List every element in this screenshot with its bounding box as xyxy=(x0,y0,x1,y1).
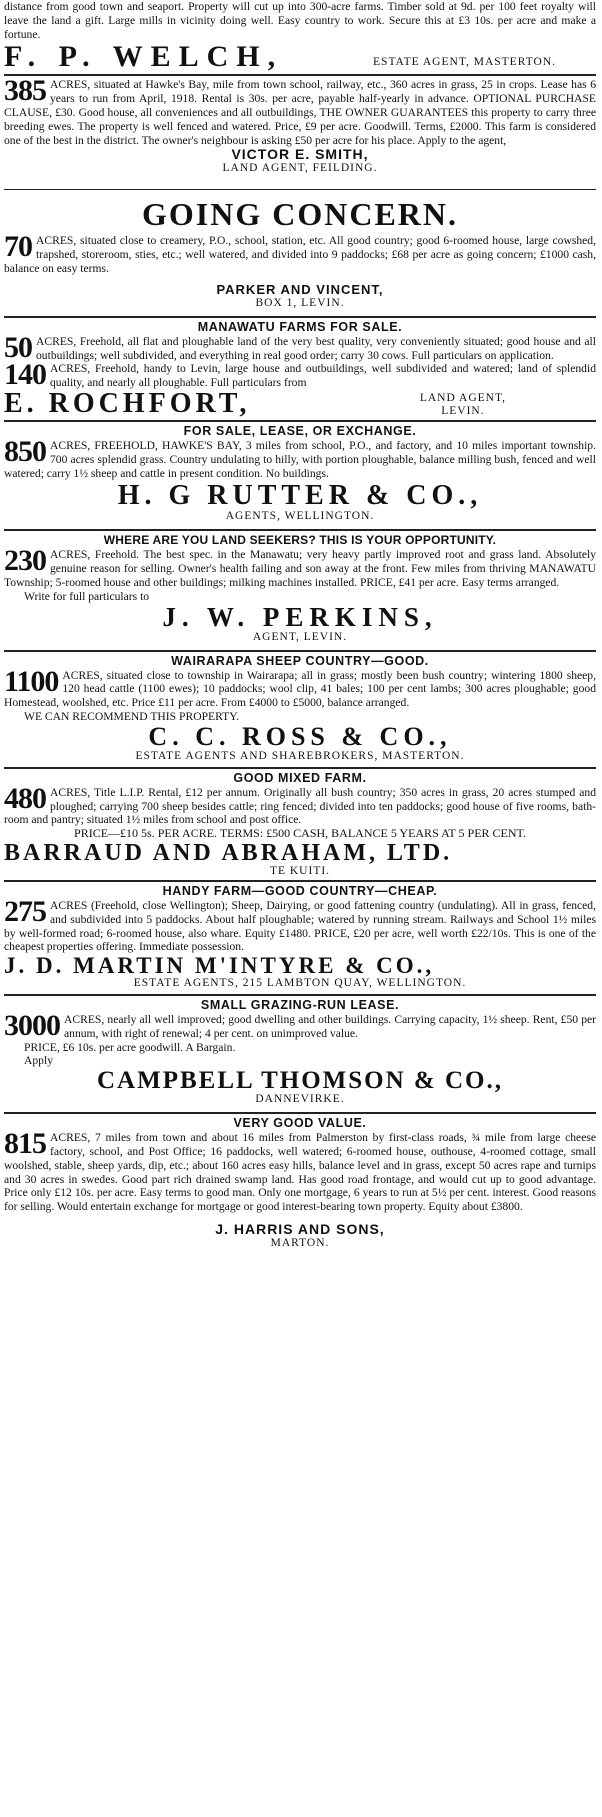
agent-address: ESTATE AGENTS AND SHAREBROKERS, MASTERTON. xyxy=(135,749,465,762)
price-line: PRICE—£10 5s. PER ACRE. TERMS: £500 CASH, BALANCE 5 YEARS AT 5 PER CENT. xyxy=(74,826,526,841)
agent-name: BARRAUD AND ABRAHAM, LTD. xyxy=(4,839,453,866)
agent-address: AGENT, LEVIN. xyxy=(252,630,348,643)
ad-text: ACRES, Freehold, handy to Levin, large house and outbuildings, well subdivided and watered; land of splendid quality, and nearly all ploughable. Full particulars from xyxy=(50,362,596,390)
ad-heading: HANDY FARM—GOOD COUNTRY—CHEAP. xyxy=(162,883,438,898)
ad-heading: WAIRARAPA SHEEP COUNTRY—GOOD. xyxy=(171,653,429,668)
agent-name: VICTOR E. SMITH, xyxy=(231,146,369,163)
ad-heading: GOOD MIXED FARM. xyxy=(233,770,367,785)
price-line: PRICE, £6 10s. per acre goodwill. A Bargain. xyxy=(24,1040,236,1054)
ad-manawatu-farms xyxy=(4,320,596,418)
ad-heading: MANAWATU FARMS FOR SALE. xyxy=(197,319,403,334)
ad-1100-acres xyxy=(4,654,596,763)
acreage-number: 385 xyxy=(4,74,46,108)
ad-going-concern xyxy=(4,198,596,309)
ad-text: ACRES, 7 miles from town and about 16 miles from Palmerston by first-class roads, ¾ mile from large cheese factory, school, and Post Office; 16 paddocks, well watered; 6-roomed house, outhouse, 4-roomed cottage, small woolshed, stable, sheep yards, dip, etc.; about 160 acres easy hills, balance level and in grass, except 50 acres rape and turnips and 30 acres in swedes. Good part rich drained swamp land. Has good road frontage, and would cut up to good advantage. Price only £12 10s. per acre. Easy terms to good man. Only one mortgage, 6 years to run at 5½ per cent. interest. Good reasons for selling. Would entertain exchange for mortgage or good interest-bearing town property. Equity about £3800. xyxy=(4,1131,596,1214)
write-line: Write for full particulars to xyxy=(24,589,150,603)
ad-heading: FOR SALE, LEASE, OR EXCHANGE. xyxy=(183,423,417,438)
agent-name: CAMPBELL THOMSON & CO., xyxy=(97,1067,503,1095)
ad-text: distance from good town and seaport. Property will cut up into 300-acre farms. Timber sold at 9d. per 100 feet royalty will leave the land a gift. Large mills in vicinity doing well. Easy country to work. Secure this at £3 10s. per acre and make a fortune. xyxy=(4,0,596,41)
recommend-line: WE CAN RECOMMEND THIS PROPERTY. xyxy=(24,709,239,723)
divider xyxy=(4,189,596,190)
ad-850-acres xyxy=(4,424,596,523)
agent-name: F. P. WELCH, xyxy=(4,40,284,74)
ad-text: ACRES, Freehold, all flat and ploughable land of the very best quality, very conveniently situated; good house and all outbuildings; well subdivided, and everything in real good order; carry 30 cows. Full particulars on application. xyxy=(36,334,596,362)
agent-address: ESTATE AGENT, MASTERTON. xyxy=(373,56,556,69)
agent-address: LAND AGENT, FEILDING. xyxy=(222,162,378,175)
ad-text: ACRES, Freehold. The best spec. in the Manawatu; very heavy partly improved root and grass land. Absolutely genuine reason for selling. Owner's health failing and son away at the front. Few miles from thriving MANAWATU Township; 5-roomed house and other buildings; milking machines installed. PRICE, £41 per acre. Easy terms arranged. xyxy=(4,548,596,589)
divider xyxy=(4,316,596,318)
ad-815-acres xyxy=(4,1116,596,1250)
acreage-number: 70 xyxy=(4,230,32,264)
divider xyxy=(4,1112,596,1114)
agent-address: ESTATE AGENTS, 215 LAMBTON QUAY, WELLINGTON. xyxy=(133,977,467,990)
apply-line: Apply xyxy=(24,1054,53,1068)
ad-heading: SMALL GRAZING-RUN LEASE. xyxy=(200,998,400,1013)
acreage-number: 480 xyxy=(4,781,46,815)
ad-3000-acres xyxy=(4,998,596,1106)
ad-text: ACRES, FREEHOLD, HAWKE'S BAY, 3 miles from school, P.O., and factory, and 10 miles important township. 700 acres splendid grass. Country undulating to hilly, with portion ploughable, balance milling bush, fenced and well watered; carry 1½ sheep and cattle in present condition. No buildings. xyxy=(4,438,596,480)
agent-name: J. D. MARTIN M'INTYRE & CO., xyxy=(4,953,435,979)
ad-heading: GOING CONCERN. xyxy=(141,196,458,233)
agent-name: PARKER AND VINCENT, xyxy=(216,281,384,297)
agent-name: J. HARRIS AND SONS, xyxy=(215,1221,385,1238)
divider xyxy=(4,994,596,996)
ad-text: ACRES (Freehold, close Wellington); Sheep, Dairying, or good fattening country (undulating). All in grass, fenced, and subdivided into 5 paddocks. About half ploughable; watered by running stream. Railways and School 1½ miles by well-formed road; 6-roomed house, also whare. Equity £1480. PRICE, £20 per acre, well worth £22/10s. This is one of the cheapest properties offering. Immediate possession. xyxy=(4,898,596,954)
ad-text: ACRES, Title L.I.P. Rental, £12 per annum. Originally all bush country; 350 acres in grass, 20 acres stumped and ploughed; carrying 700 sheep besides cattle; ring fenced; divided into ten paddocks; good house of five rooms, bath-room and pantry; situated 1½ miles from school and post office. xyxy=(4,785,596,827)
divider xyxy=(4,420,596,422)
acreage-number: 230 xyxy=(4,544,46,578)
agent-address: MARTON. xyxy=(270,1237,330,1250)
agent-name: J. W. PERKINS, xyxy=(162,601,438,632)
ad-text: ACRES, situated at Hawke's Bay, mile from town school, railway, etc., 360 acres in grass, 25 in crops. Lease has 6 years to run from April, 1918. Rental is 30s. per acre, payable half-yearly in advance. OPTIONAL PURCHASE CLAUSE, £30. Good house, all conveniences and all outbuildings, THE OWNER GUARANTEES this property to carry three breeding ewes. The property is well fenced and watered. Price, £9 per acre. Goodwill. Terms, £2000. This farm is considered one of the best in the district. The owner's neighbour is asking £50 per acre for his place. Apply to the agent, xyxy=(4,78,596,147)
ad-heading: WHERE ARE YOU LAND SEEKERS? THIS IS YOUR OPPORTUNITY. xyxy=(103,533,497,548)
ad-text: ACRES, situated close to creamery, P.O., school, station, etc. All good country; good 6-roomed house, large cowshed, trapshed, storeroom, sties, etc.; well watered, and divided into 9 paddocks; £68 per acre as going concern; £1000 cash, balance on easy terms. xyxy=(4,234,596,275)
divider xyxy=(4,650,596,652)
acreage-number: 850 xyxy=(4,434,46,468)
agent-address: AGENTS, WELLINGTON. xyxy=(225,510,375,523)
acreage-number: 3000 xyxy=(4,1009,60,1043)
acreage-number: 275 xyxy=(4,894,46,928)
agent-name: H. G RUTTER & CO., xyxy=(117,480,483,512)
ad-480-acres xyxy=(4,771,596,878)
agent-town: LEVIN. xyxy=(441,404,485,417)
ad-385-acres xyxy=(4,74,596,175)
ad-275-acres xyxy=(4,884,596,990)
agent-name: E. ROCHFORT, xyxy=(4,387,251,419)
ad-text: ACRES, situated close to township in Wairarapa; all in grass; mostly been bush country; wintering 1800 sheep, 120 head cattle (1100 ewes); 10 paddocks; wool clip, 41 bales; 100 per cent lambs; 300 acres ploughable; good Homestead, woolshed, etc. Price £11 per acre. From £4000 to £5000, balance arranged. xyxy=(4,668,596,710)
ad-heading: VERY GOOD VALUE. xyxy=(233,1116,367,1131)
agent-address: TE KUITI. xyxy=(269,864,331,877)
agent-title: LAND AGENT, xyxy=(419,391,506,404)
divider xyxy=(4,767,596,769)
acreage-number: 140 xyxy=(4,358,46,392)
ad-text: ACRES, nearly all well improved; good dwelling and other buildings. Carrying capacity, 1½ sheep. Rent, £50 per annum, with right of renewal; 4 per cent. on unimproved value. xyxy=(64,1013,596,1040)
agent-address-block xyxy=(420,392,596,418)
divider xyxy=(4,74,596,76)
acreage-number: 50 xyxy=(4,330,32,364)
divider xyxy=(4,529,596,531)
divider xyxy=(4,880,596,882)
acreage-number: 815 xyxy=(4,1127,46,1161)
agent-address: DANNEVIRKE. xyxy=(255,1093,345,1106)
agent-address: BOX 1, LEVIN. xyxy=(255,296,345,309)
agent-name: C. C. ROSS & CO., xyxy=(148,721,452,751)
ad-welch xyxy=(4,0,596,72)
ad-230-acres xyxy=(4,533,596,643)
acreage-number: 1100 xyxy=(4,664,59,698)
